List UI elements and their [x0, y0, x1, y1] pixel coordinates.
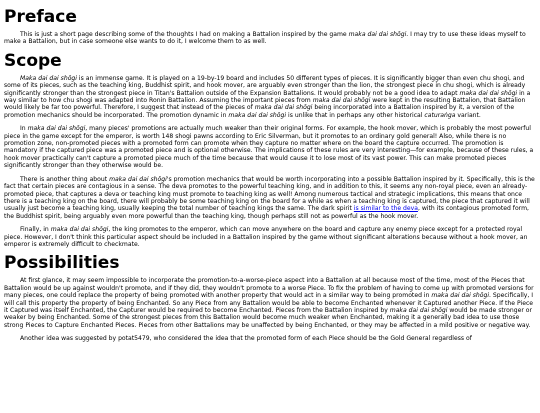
preface-paragraph-1 [4, 31, 536, 46]
text-run: Finally, in [20, 226, 51, 234]
text-run: were kept in the resulting Battalion, that Battalion would likely be far too powerful. Therefore, I suggest that instead of the pieces of [4, 97, 526, 112]
scope-heading: Scope [4, 50, 62, 71]
game-name: maka dai dai shōgi [431, 292, 490, 300]
game-name: maka dai dai shōgi [228, 111, 287, 119]
text-run: variant. [455, 111, 481, 119]
game-name: maka dai dai shōgi [348, 31, 407, 38]
scope-paragraph-4 [4, 226, 536, 248]
game-name: maka dai dai shōgi [389, 306, 448, 314]
text-run: , with its contagious promoted form, the Buddhist spirit, being arguably even more powerful than the teaching king, though perhaps still not as powerful as the hook mover. [4, 205, 529, 220]
game-name: maka dai dai shōgi [50, 226, 109, 234]
text-run: . Specifically, I will call this property the property of being Enchanted. So any Piece from any Battalion would be able to become Enchanted whenever it Captured another Piece. If the Piece it Captured was itself Enchanted, the Capturer would be required to become Enchanted. Pieces from the Battalion inspired by [4, 292, 534, 314]
scope-paragraph-1 [4, 75, 536, 119]
possibilities-paragraph-2 [4, 335, 536, 342]
text-run: There is another thing about [20, 175, 110, 183]
text-run: This is just a short page describing some of the thoughts I had on making a Battalion inspired by the game [20, 31, 349, 38]
game-name: maka dai dai shōgi [312, 97, 371, 105]
text-run: . I may try to use these ideas myself to make a Battalion, but in case someone else wants to do it, I welcome them to as well. [4, 31, 526, 46]
text-run: At first glance, it may seem impossible to incorporate the promotion-to-a-worse-piece aspect into a Battalion at all because most of the time, most of the Pieces that Battalion would be up against wouldn't promote, and if they did, they wouldn't promote to a worse Piece. To fix the problem of having to come up with promoted versions for many pieces, one could replace the property of being promoted with another property that would act in a similar way to being promoted in [4, 277, 534, 300]
game-name: maka dai dai shōgi [459, 89, 518, 97]
text-run: 's promotion mechanics that would be worth incorporating into a possible Battalion inspired by it. Specifically, this is the fact that certain pieces are contagious in a sense. The deva promotes to the powerful teaching king, and in addition to this, it seems any non-royal piece, even an already-promoted piece, that captures a deva or teaching king must promote to teaching king as well! Among numerous tactical and strategic implications, this means that once there is a teaching king on the board, there will probably be some teaching king on the board for a while as when a teaching king is captured, the piece that captured it will usually just become a teaching king, usually keeping the total number of teaching kings the same. The dark spirit [4, 175, 535, 213]
text-run: , the king promotes to the emperor, which can move anywhere on the board and capture any enemy piece except for a protected royal piece. However, I don't think this particular aspect should be included in a Battalion inspired by the game without significant alterations because without a hook mover, an emperor is extremely difficult to checkmate. [4, 226, 528, 248]
scope-paragraph-3 [4, 176, 536, 220]
text-run: Another idea was suggested by potat5479, who considered the idea that the promoted form of each Piece should be the Gold General regardless of [20, 335, 472, 343]
scope-paragraph-2 [4, 125, 536, 169]
document [0, 8, 540, 343]
text-run: being incorporated into a Battalion inspired by it, a version of the promotion mechanics should be incorporated. The promotion dynamic in [4, 104, 515, 119]
text-run: would be made stronger or weaker by being Enchanted. Some of the strongest pieces from this Battalion would become much weaker when Enchanted, making it a generally bad idea to use those strong Pieces to Capture Enchanted Pieces. Pieces from other Battalions may be unaffected by being Enchanted, or they may be affected in a mild positive or negative way. [4, 306, 533, 329]
deva-similarity-link[interactable]: is similar to the deva [353, 205, 418, 213]
variant-term: caturaṅga [424, 111, 456, 119]
preface-heading: Preface [4, 7, 77, 27]
game-name: maka dai dai shōgi [27, 125, 86, 133]
text-run: in a way similar to how chu shogi was adapted into Ronin Battalion. Assuming the important pieces from [4, 89, 531, 105]
game-name: maka dai dai shōgi [109, 175, 167, 183]
possibilities-heading: Possibilities [4, 253, 120, 274]
text-run: is unlike that in perhaps any other historical [286, 111, 425, 119]
text-run: is an immense game. It is played on a 19-by-19 board and includes 50 different types of pieces. It is significantly bigger than even chu shogi, and some of its pieces, such as the teaching king, Buddhist spirit, and hook mover, are arguably even stronger than the lion, the strongest piece in chu shogi, which is already significantly stronger than the strongest piece in Titan's Battalion outside of the Expansion Battalions. It would probably not be a good idea to adapt [4, 74, 526, 97]
game-name: maka dai dai shōgi [254, 104, 313, 112]
possibilities-paragraph-1 [4, 277, 536, 329]
game-name: Maka dai dai shōgi [20, 74, 77, 82]
text-run: , many pieces' promotions are actually much weaker than their original forms. For example, the hook mover, which is probably the most powerful piece in the game except for the emperor, is worth 148 shogi pawns according to Eric Silverman, but it promotes to an ordinary gold general! Also, while there is no promotion zone, non-promoted pieces with a promoted form can promote when they capture no matter where on the board the capture occurred. The promotion is mandatory if the captured piece was a promoted piece and is optional otherwise. The implications of these rules are very interesting—for example, because of these rules, a hook mover practically can't capture a promoted piece much of the time because that would cause it to lose most of its vast power. This can make promoted pieces significantly stronger than they otherwise would be. [4, 125, 534, 170]
text-run: In [20, 125, 28, 133]
